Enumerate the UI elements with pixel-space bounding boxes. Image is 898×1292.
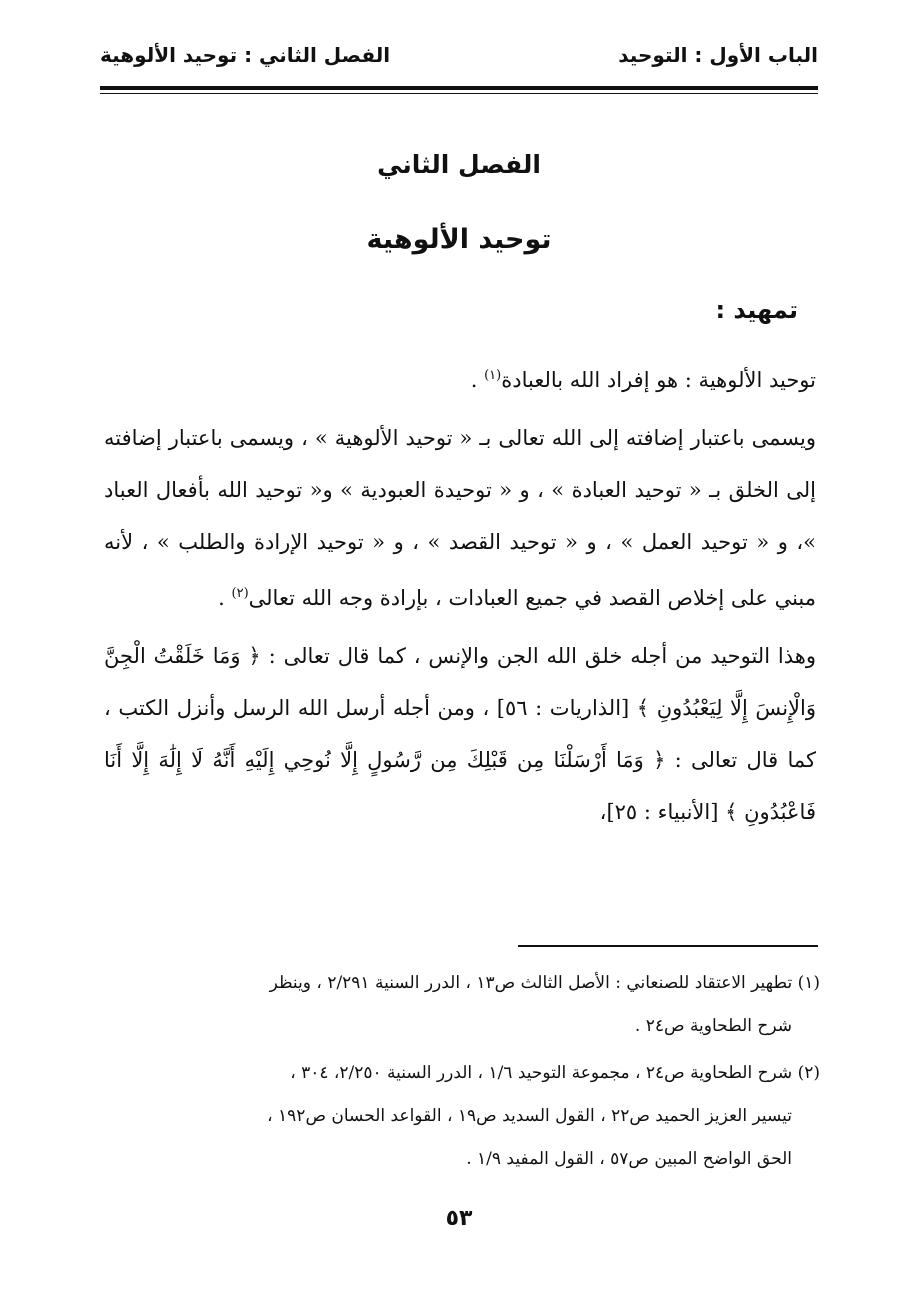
paragraph-text: ويسمى باعتبار إضافته إلى الله تعالى بـ « توحيد الألوهية » ، ويسمى باعتبار إضافته إلى الخلق بـ « توحيد العبادة » ، و « توحيدة العبودية » و« توحيد الله بأفعال العباد »، و « توحيد العمل » ، و « توحيد القصد » ، و « توحيد الإرادة والطلب » ، لأنه مبني على إخلاص القصد في جميع العبادات ، بإرادة وجه الله تعالى [104, 426, 816, 610]
footnote-ref[interactable]: (١) [484, 368, 502, 383]
footnote-2 [100, 1052, 820, 1181]
header-chapter-title: الفصل الثاني : توحيد الألوهية [100, 43, 391, 67]
page-number: ٥٣ [445, 1206, 473, 1231]
paragraph-definition [104, 350, 816, 406]
paragraph-purpose [104, 630, 816, 838]
footnote-1 [100, 962, 820, 1048]
paragraph-names [104, 412, 816, 624]
paragraph-text: وهذا التوحيد من أجله خلق الله الجن والإنس ، كما قال تعالى : ﴿ وَمَا خَلَقْتُ الْجِنَّ وَالْإِنسَ إِلَّا لِيَعْبُدُونِ ﴾ [الذاريات : ٥٦] ، ومن أجله أرسل الله الرسل وأنزل الكتب ، كما قال تعالى : ﴿ وَمَا أَرْسَلْنَا مِن قَبْلِكَ مِن رَّسُولٍ إِلَّا نُوحِي إِلَيْهِ أَنَّهُ لَا إِلَٰهَ إِلَّا أَنَا فَاعْبُدُونِ ﴾ [الأنبياء : ٢٥]، [104, 644, 817, 824]
footnote-line: تيسير العزيز الحميد ص٢٢ ، القول السديد ص١٩ ، القواعد الحسان ص١٩٢ ، [267, 1106, 792, 1126]
footnote-line: الحق الواضح المبين ص٥٧ ، القول المفيد ١/٩ . [466, 1149, 792, 1169]
footnote-line: (١) تطهير الاعتقاد للصنعاني : الأصل الثالث ص١٣ ، الدرر السنية ٢/٢٩١ ، وينظر [269, 973, 820, 993]
footnote-line: شرح الطحاوية ص٢٤ . [634, 1016, 792, 1036]
header-part-title: الباب الأول : التوحيد [618, 43, 818, 67]
footnote-line: (٢) شرح الطحاوية ص٢٤ ، مجموعة التوحيد ١/٦ ، الدرر السنية ٢/٢٥٠، ٣٠٤ ، [290, 1063, 820, 1083]
header-rule-thick [100, 86, 818, 90]
paragraph-text: توحيد الألوهية : هو إفراد الله بالعبادة [501, 368, 816, 392]
paragraph-end: . [470, 368, 485, 392]
subject-title: توحيد الألوهية [366, 224, 552, 255]
body-text [104, 350, 816, 844]
chapter-title: الفصل الثاني [377, 150, 541, 179]
intro-label: تمهيد : [715, 296, 798, 324]
footnotes [100, 962, 820, 1185]
header-rule-thin [100, 93, 818, 94]
paragraph-end: . [218, 586, 232, 610]
running-header [100, 38, 818, 72]
footnote-ref[interactable]: (٢) [231, 586, 249, 601]
footnote-separator [518, 945, 818, 947]
